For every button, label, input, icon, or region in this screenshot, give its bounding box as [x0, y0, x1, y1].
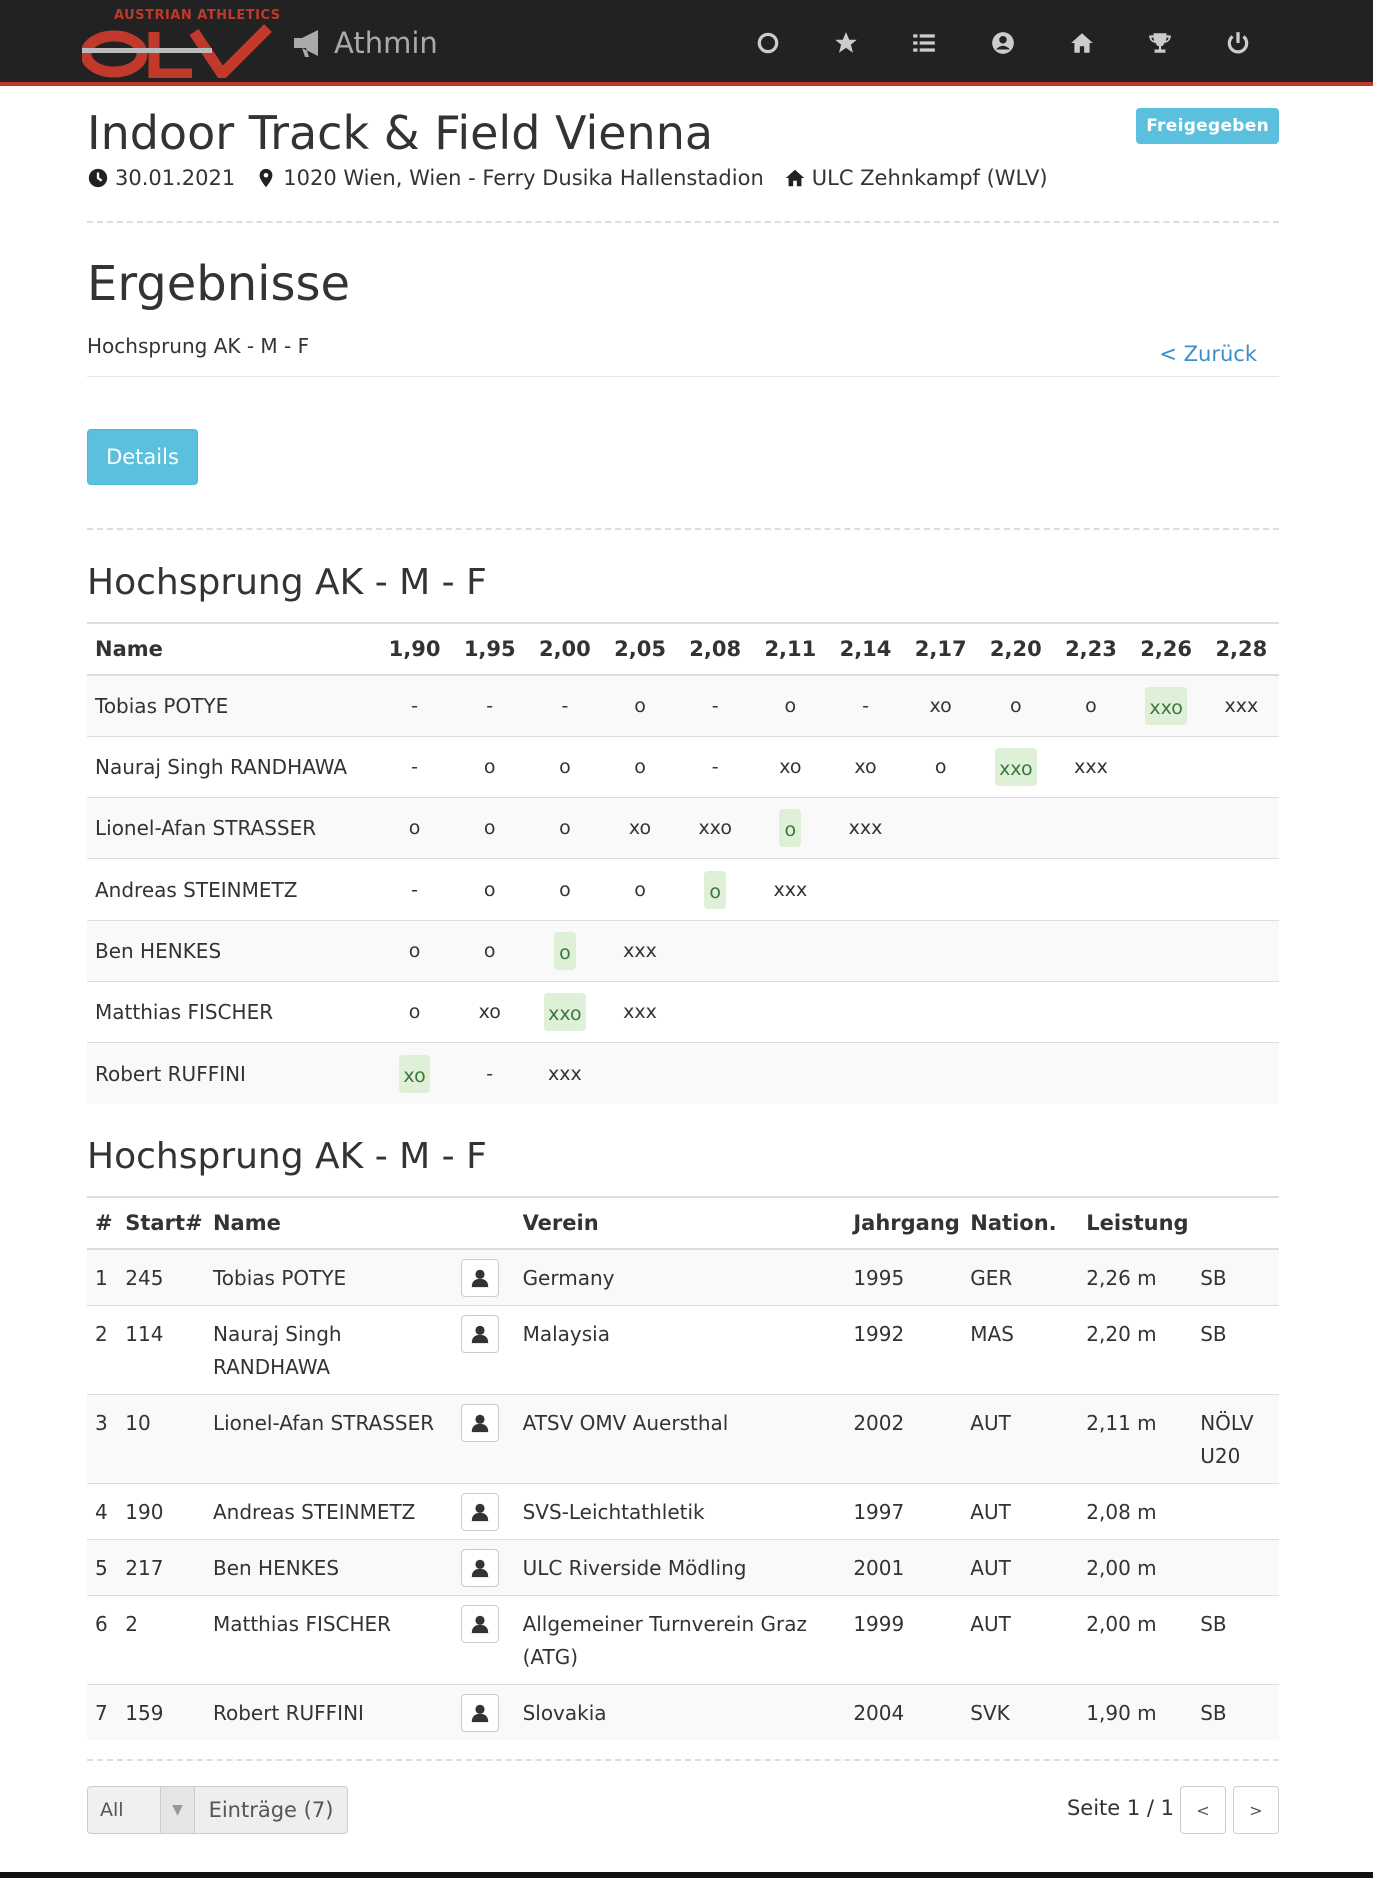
attempt-cell [527, 675, 602, 736]
attempt-value: o [483, 817, 496, 840]
attempt-value: xo [854, 755, 877, 778]
attempt-cell [452, 1043, 527, 1104]
height-header: 2,23 [1053, 623, 1128, 675]
attempt-value: xxx [548, 1062, 582, 1085]
attempt-value: xxx [773, 878, 808, 901]
birth-year: 1992 [845, 1306, 962, 1395]
birth-year: 2002 [845, 1395, 962, 1484]
user-icon [469, 1557, 491, 1579]
page-info: Seite 1 / 1 [1066, 1796, 1174, 1820]
start-number: 190 [117, 1484, 205, 1540]
rank-cell: 5 [87, 1540, 117, 1596]
attempt-value: xo [929, 694, 952, 717]
prev-page-button[interactable]: < [1180, 1786, 1226, 1834]
attempt-cell [1204, 920, 1279, 981]
profile [461, 1395, 514, 1484]
athlete-profile-button[interactable] [461, 1259, 499, 1297]
result-note: SB [1192, 1596, 1279, 1685]
athlete-profile-button[interactable] [461, 1549, 499, 1587]
attempt-cell [903, 859, 978, 920]
clock-icon [87, 167, 109, 189]
home-icon[interactable] [1063, 24, 1101, 62]
nation-code: AUT [962, 1484, 1078, 1540]
divider [87, 221, 1279, 223]
attempt-value: xxx [848, 817, 883, 840]
attempt-cell [377, 798, 452, 859]
attempt-value: - [711, 694, 719, 717]
height-header: 2,05 [602, 623, 677, 675]
attempt-cell [1129, 981, 1204, 1042]
height-header: 1,95 [452, 623, 527, 675]
attempt-value: xxx [623, 1001, 657, 1024]
table-row [87, 859, 1279, 920]
height-table-title: Hochsprung AK - M - F [87, 562, 487, 603]
profile [461, 1685, 514, 1741]
attempt-cell [678, 675, 753, 736]
result-note: SB [1192, 1306, 1279, 1395]
athlete-profile-button[interactable] [461, 1694, 499, 1732]
attempt-cell [978, 981, 1053, 1042]
attempt-cell [527, 1043, 602, 1104]
attempt-cell [452, 798, 527, 859]
athlete-profile-button[interactable] [461, 1605, 499, 1643]
height-header: 2,26 [1129, 623, 1204, 675]
attempt-cell [753, 859, 828, 920]
athlete-name: Lionel-Afan STRASSER [205, 1395, 461, 1484]
attempt-cell [1129, 675, 1204, 736]
divider [87, 376, 1279, 377]
athlete-name: Andreas STEINMETZ [205, 1484, 461, 1540]
attempt-value: o [408, 817, 421, 840]
profile [461, 1306, 514, 1395]
club-name: Malaysia [515, 1306, 846, 1395]
next-page-button[interactable]: > [1233, 1786, 1279, 1834]
attempt-value: xo [779, 755, 802, 778]
club-name: Allgemeiner Turnverein Graz (ATG) [515, 1596, 846, 1685]
entries-count: Einträge (7) [194, 1786, 348, 1834]
attempt-cell [527, 798, 602, 859]
star-icon[interactable] [827, 24, 865, 62]
result-value: 2,11 m [1078, 1395, 1192, 1484]
navbar [0, 0, 1373, 86]
attempt-cell [602, 981, 677, 1042]
result-value: 2,00 m [1078, 1540, 1192, 1596]
attempt-value: - [862, 694, 869, 717]
attempt-cell [978, 1043, 1053, 1104]
attempt-cell [903, 675, 978, 736]
athlete-profile-button[interactable] [461, 1493, 499, 1531]
result-value: 2,00 m [1078, 1596, 1192, 1685]
table-row [87, 736, 1279, 797]
attempt-cell [753, 920, 828, 981]
attempt-cell [678, 1043, 753, 1104]
attempt-value: xo [478, 1001, 501, 1024]
club-header: Verein [515, 1197, 846, 1249]
best-attempt: xxo [995, 748, 1037, 786]
name-header: Name [205, 1197, 461, 1249]
attempt-cell [1204, 1043, 1279, 1104]
home-icon [784, 167, 806, 189]
attempt-cell [602, 1043, 677, 1104]
attempt-value: - [411, 878, 418, 901]
rank-cell: 7 [87, 1685, 117, 1741]
attempt-cell [978, 736, 1053, 797]
attempt-value: xxo [698, 817, 732, 840]
result-note: SB [1192, 1249, 1279, 1306]
attempt-cell [978, 798, 1053, 859]
height-header: 1,90 [377, 623, 452, 675]
result-note: NÖLV U20 [1192, 1395, 1279, 1484]
app-name[interactable] [292, 24, 438, 62]
user-icon [469, 1323, 491, 1345]
result-value: 2,20 m [1078, 1306, 1192, 1395]
result-value: 2,26 m [1078, 1249, 1192, 1306]
attempt-cell [828, 798, 903, 859]
birth-year: 2001 [845, 1540, 962, 1596]
attempt-value: o [408, 1001, 421, 1024]
rank-cell: 4 [87, 1484, 117, 1540]
event-location: 1020 Wien, Wien - Ferry Dusika Hallenstadion [283, 166, 764, 190]
athlete-name: Nauraj Singh RANDHAWA [87, 736, 377, 797]
table-row [87, 1306, 1279, 1395]
attempt-cell [377, 736, 452, 797]
attempt-cell [377, 981, 452, 1042]
attempt-value: - [486, 694, 494, 717]
user-icon [469, 1613, 491, 1635]
athlete-name: Andreas STEINMETZ [87, 859, 377, 920]
athlete-name: Nauraj Singh RANDHAWA [205, 1306, 461, 1395]
note-header [1192, 1197, 1279, 1249]
rank-cell: 2 [87, 1306, 117, 1395]
circle-icon[interactable] [749, 24, 787, 62]
event-title: Indoor Track & Field Vienna [87, 106, 714, 160]
attempt-cell [452, 859, 527, 920]
attempt-value: o [1010, 694, 1022, 717]
birth-year: 1997 [845, 1484, 962, 1540]
profile [461, 1540, 514, 1596]
nation-code: GER [962, 1249, 1078, 1306]
club-name: SVS-Leichtathletik [515, 1484, 846, 1540]
attempt-value: xo [628, 817, 652, 840]
attempt-value: xxx [1224, 694, 1259, 717]
attempt-cell [903, 736, 978, 797]
attempt-cell [452, 920, 527, 981]
attempt-cell [678, 859, 753, 920]
results-subtitle: Hochsprung AK - M - F [87, 334, 310, 358]
height-header: 2,17 [903, 623, 978, 675]
user-icon [469, 1501, 491, 1523]
attempt-cell [602, 859, 677, 920]
results-table [87, 1196, 1279, 1740]
brand-text: AUSTRIAN ATHLETICS [114, 8, 281, 23]
attempt-cell [828, 675, 903, 736]
nation-code: SVK [962, 1685, 1078, 1741]
attempt-cell [1129, 1043, 1204, 1104]
club-name: Slovakia [515, 1685, 846, 1741]
athlete-profile-button[interactable] [461, 1315, 499, 1353]
attempt-cell [1204, 736, 1279, 797]
attempt-cell [527, 920, 602, 981]
attempt-cell [1053, 675, 1128, 736]
attempt-value: - [486, 1062, 494, 1085]
name-header: Name [87, 623, 377, 675]
divider [87, 528, 1279, 530]
attempt-cell [903, 981, 978, 1042]
details-button[interactable]: Details [87, 429, 198, 485]
attempt-cell [452, 981, 527, 1042]
attempt-value: - [411, 755, 418, 778]
attempt-cell [753, 798, 828, 859]
attempt-cell [602, 920, 677, 981]
attempt-cell [527, 859, 602, 920]
attempt-cell [1129, 798, 1204, 859]
table-row [87, 1540, 1279, 1596]
club-name: ATSV OMV Auersthal [515, 1395, 846, 1484]
user-icon [469, 1412, 491, 1434]
attempt-value: o [634, 878, 646, 901]
attempt-cell [452, 736, 527, 797]
attempt-value: o [483, 939, 496, 962]
attempt-cell [978, 920, 1053, 981]
best-attempt: o [704, 871, 726, 909]
attempt-cell [753, 1043, 828, 1104]
start-number: 217 [117, 1540, 205, 1596]
attempt-cell [828, 736, 903, 797]
filter-select-value: All [100, 1799, 124, 1821]
trophy-icon[interactable] [1141, 24, 1179, 62]
rank-header: # [87, 1197, 117, 1249]
attempt-cell [1204, 859, 1279, 920]
attempt-value: xxx [623, 939, 657, 962]
user-icon [469, 1702, 491, 1724]
athlete-name: Robert RUFFINI [87, 1043, 377, 1104]
attempt-cell [1053, 981, 1128, 1042]
back-link[interactable]: < Zurück [1159, 342, 1257, 366]
best-attempt: xo [399, 1055, 429, 1093]
attempt-cell [602, 736, 677, 797]
attempt-cell [377, 675, 452, 736]
start-number: 2 [117, 1596, 205, 1685]
athlete-name: Matthias FISCHER [87, 981, 377, 1042]
result-value: 2,08 m [1078, 1484, 1192, 1540]
table-row [87, 1395, 1279, 1484]
height-header: 2,00 [527, 623, 602, 675]
attempt-value: o [934, 755, 947, 778]
athlete-name: Matthias FISCHER [205, 1596, 461, 1685]
birth-year: 2004 [845, 1685, 962, 1741]
club-name: ULC Riverside Mödling [515, 1540, 846, 1596]
table-row [87, 1043, 1279, 1104]
attempt-cell [527, 736, 602, 797]
table-row [87, 1249, 1279, 1306]
height-header: 2,14 [828, 623, 903, 675]
table-row [87, 920, 1279, 981]
attempt-value: o [559, 878, 571, 901]
nation-header: Nation. [962, 1197, 1078, 1249]
nation-code: AUT [962, 1540, 1078, 1596]
attempt-cell [753, 675, 828, 736]
attempt-value: - [411, 694, 418, 717]
attempt-cell [1204, 675, 1279, 736]
table-row [87, 1685, 1279, 1741]
profile [461, 1249, 514, 1306]
event-date: 30.01.2021 [115, 166, 236, 190]
rank-cell: 6 [87, 1596, 117, 1685]
attempt-cell [1053, 798, 1128, 859]
athlete-name: Tobias POTYE [205, 1249, 461, 1306]
profile-header [461, 1197, 514, 1249]
rank-cell: 3 [87, 1395, 117, 1484]
best-attempt: xxo [1145, 687, 1187, 725]
attempt-value: o [559, 755, 571, 778]
height-progression-table [87, 622, 1279, 1104]
nation-code: AUT [962, 1596, 1078, 1685]
attempt-cell [1053, 859, 1128, 920]
user-circle-icon[interactable] [984, 24, 1022, 62]
athlete-name: Tobias POTYE [87, 675, 377, 736]
attempt-cell [678, 981, 753, 1042]
birth-year: 1995 [845, 1249, 962, 1306]
attempt-value: o [784, 694, 797, 717]
attempt-cell [828, 1043, 903, 1104]
chevron-down-icon: ▼ [160, 1787, 194, 1833]
table-row [87, 1484, 1279, 1540]
event-meta [87, 166, 1048, 190]
attempt-cell [753, 736, 828, 797]
nation-code: AUT [962, 1395, 1078, 1484]
user-icon [469, 1267, 491, 1289]
map-marker-icon [255, 167, 277, 189]
attempt-cell [678, 920, 753, 981]
height-header: 2,11 [753, 623, 828, 675]
result-value: 1,90 m [1078, 1685, 1192, 1741]
height-header: 2,20 [978, 623, 1053, 675]
attempt-cell [1204, 798, 1279, 859]
height-header: 2,28 [1204, 623, 1279, 675]
power-icon[interactable] [1219, 24, 1257, 62]
athlete-name: Ben HENKES [205, 1540, 461, 1596]
filter-select[interactable] [87, 1786, 195, 1834]
attempt-cell [602, 798, 677, 859]
athlete-profile-button[interactable] [461, 1404, 499, 1442]
athlete-name: Robert RUFFINI [205, 1685, 461, 1741]
birth-year: 1999 [845, 1596, 962, 1685]
attempt-value: o [559, 817, 571, 840]
attempt-cell [678, 736, 753, 797]
result-note: SB [1192, 1685, 1279, 1741]
profile [461, 1484, 514, 1540]
attempt-value: o [483, 755, 496, 778]
megaphone-icon [292, 28, 326, 58]
results-heading: Ergebnisse [87, 256, 350, 312]
athlete-name: Ben HENKES [87, 920, 377, 981]
rank-cell: 1 [87, 1249, 117, 1306]
attempt-cell [753, 981, 828, 1042]
attempt-cell [1053, 736, 1128, 797]
attempt-cell [903, 798, 978, 859]
attempt-cell [527, 981, 602, 1042]
divider [87, 1759, 1279, 1761]
table-row [87, 798, 1279, 859]
table-row [87, 1596, 1279, 1685]
attempt-cell [903, 1043, 978, 1104]
list-icon[interactable] [905, 24, 943, 62]
status-badge: Freigegeben [1136, 108, 1279, 144]
attempt-cell [452, 675, 527, 736]
attempt-cell [377, 920, 452, 981]
table-row [87, 981, 1279, 1042]
profile [461, 1596, 514, 1685]
nation-code: MAS [962, 1306, 1078, 1395]
attempt-value: o [634, 755, 646, 778]
attempt-cell [1129, 920, 1204, 981]
attempt-value: o [408, 939, 421, 962]
year-header: Jahrgang [845, 1197, 962, 1249]
athlete-name: Lionel-Afan STRASSER [87, 798, 377, 859]
event-organizer: ULC Zehnkampf (WLV) [811, 166, 1048, 190]
attempt-cell [377, 1043, 452, 1104]
attempt-cell [1053, 920, 1128, 981]
result-note [1192, 1484, 1279, 1540]
attempt-cell [602, 675, 677, 736]
attempt-cell [1129, 859, 1204, 920]
attempt-cell [1204, 981, 1279, 1042]
attempt-value: xxx [1074, 755, 1108, 778]
app-name-label: Athmin [334, 26, 438, 60]
attempt-cell [377, 859, 452, 920]
attempt-value: - [711, 755, 719, 778]
attempt-cell [828, 981, 903, 1042]
start-number: 159 [117, 1685, 205, 1741]
attempt-cell [828, 920, 903, 981]
attempt-value: o [483, 878, 496, 901]
club-name: Germany [515, 1249, 846, 1306]
attempt-cell [978, 675, 1053, 736]
attempt-cell [1129, 736, 1204, 797]
result-table-title: Hochsprung AK - M - F [87, 1136, 487, 1177]
attempt-cell [978, 859, 1053, 920]
attempt-value: o [634, 694, 646, 717]
attempt-cell [828, 859, 903, 920]
start-header: Start# [117, 1197, 205, 1249]
height-header: 2,08 [678, 623, 753, 675]
start-number: 10 [117, 1395, 205, 1484]
bottom-bar [0, 1872, 1373, 1878]
best-attempt: o [779, 809, 801, 847]
oelv-logo[interactable] [82, 8, 281, 74]
start-number: 114 [117, 1306, 205, 1395]
attempt-cell [678, 798, 753, 859]
best-attempt: xxo [544, 993, 586, 1031]
attempt-cell [903, 920, 978, 981]
result-note [1192, 1540, 1279, 1596]
table-row [87, 675, 1279, 736]
best-attempt: o [554, 932, 576, 970]
result-header: Leistung [1078, 1197, 1192, 1249]
attempt-value: o [1085, 694, 1097, 717]
attempt-value: - [561, 694, 569, 717]
attempt-cell [1053, 1043, 1128, 1104]
start-number: 245 [117, 1249, 205, 1306]
